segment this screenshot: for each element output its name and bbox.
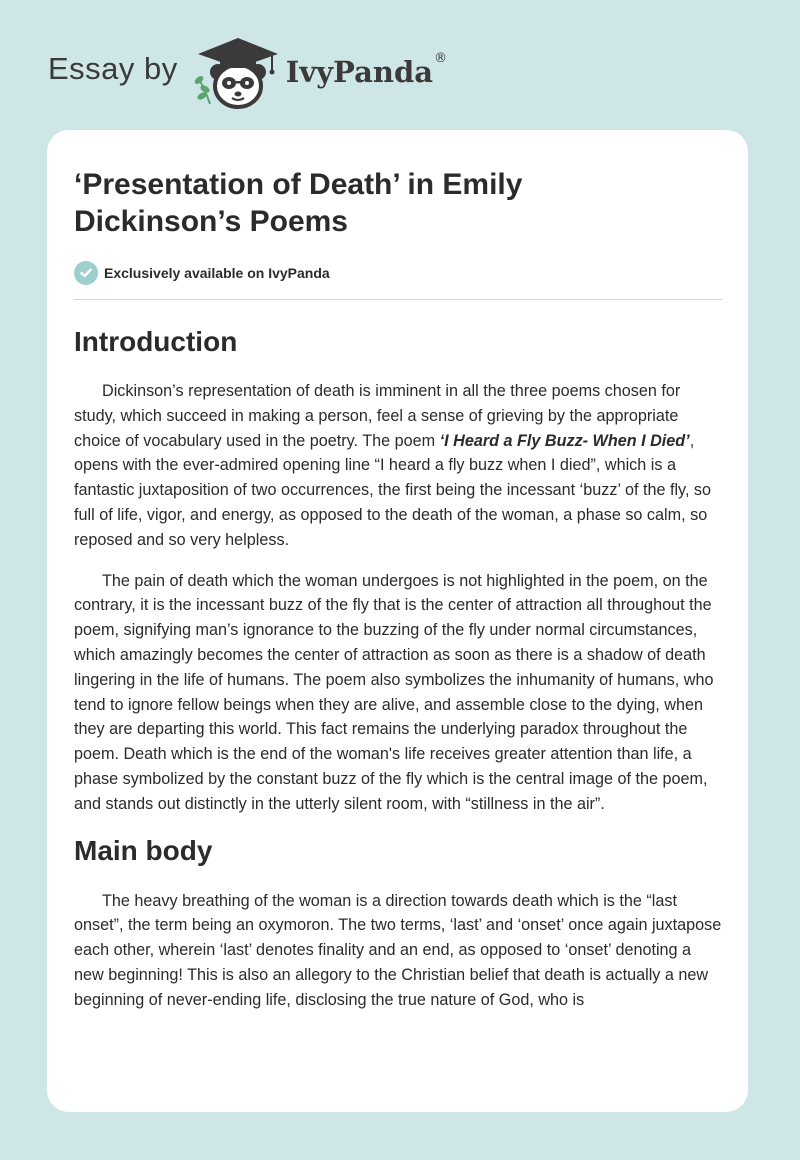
intro-paragraph-1-text-after: , opens with the ever-admired opening line “I heard a fly buzz when I died”, which is a fantastic juxtaposition of two occurrences, the first being the incessant ‘buzz’ of the fly, so full of life, vigor, and energy, as opposed to the death of the woman, a phase so calm, so reposed and so very helpless.	[74, 431, 712, 549]
essay-title: ‘Presentation of Death’ in Emily Dickinson’s Poems	[74, 168, 523, 238]
intro-paragraph-2: The pain of death which the woman undergoes is not highlighted in the poem, on the contrary, it is the incessant buzz of the fly that is the center of attraction all throughout the poem, signifying man’s ignorance to the buzzing of the fly under normal circumstances, which amazingly becomes the center of attraction as soon as there is a shadow of death lingering in the life of humans. The poem also symbolizes the inhumanity of humans, who tend to ignore fellow beings when they are alive, and assemble close to the dying, when they are departing this world. This fact remains the underlying paradox throughout the poem. Death which is the end of the woman's life receives greater attention than life, a phase symbolized by the constant buzz of the fly which is the central image of the poem, and stands out distinctly in the utterly silent room, with “stillness in the air”.	[74, 571, 714, 813]
exclusive-badge	[74, 261, 722, 285]
registered-mark: ®	[434, 50, 448, 66]
exclusive-badge-text: Exclusively available on IvyPanda	[104, 265, 330, 281]
poem-title-emphasis: ‘I Heard a Fly Buzz- When I Died’	[439, 431, 690, 450]
section-heading-introduction: Introduction	[74, 326, 238, 357]
essay-card	[47, 130, 748, 1112]
title-divider	[74, 299, 722, 300]
checkmark-icon	[74, 261, 98, 285]
brand-name: IvyPanda	[285, 55, 434, 89]
main-body-paragraph-1: The heavy breathing of the woman is a direction towards death which is the “last onset”, the term being an oxymoron. The two terms, ‘last’ and ‘onset’ once again juxtapose each other, wherein ‘last’ denotes finality and an end, as opposed to ‘onset’ denoting a new beginning! This is also an allegory to the Christian belief that death is actually a new beginning of never-ending life, disclosing the true nature of God, who is	[74, 891, 722, 1009]
site-header-brand[interactable]	[48, 34, 447, 110]
section-heading-main-body: Main body	[74, 834, 213, 866]
brand-prefix: Essay by	[48, 51, 178, 86]
panda-graduate-logo-icon	[192, 34, 284, 110]
intro-paragraph-1-text-before: Dickinson’s representation of death is imminent in all the three poems chosen for study, which succeed in making a person, feel a sense of grieving by the appropriate choice of vocabulary used in the poetry. The poem	[74, 382, 681, 450]
intro-paragraph-1	[74, 379, 722, 553]
